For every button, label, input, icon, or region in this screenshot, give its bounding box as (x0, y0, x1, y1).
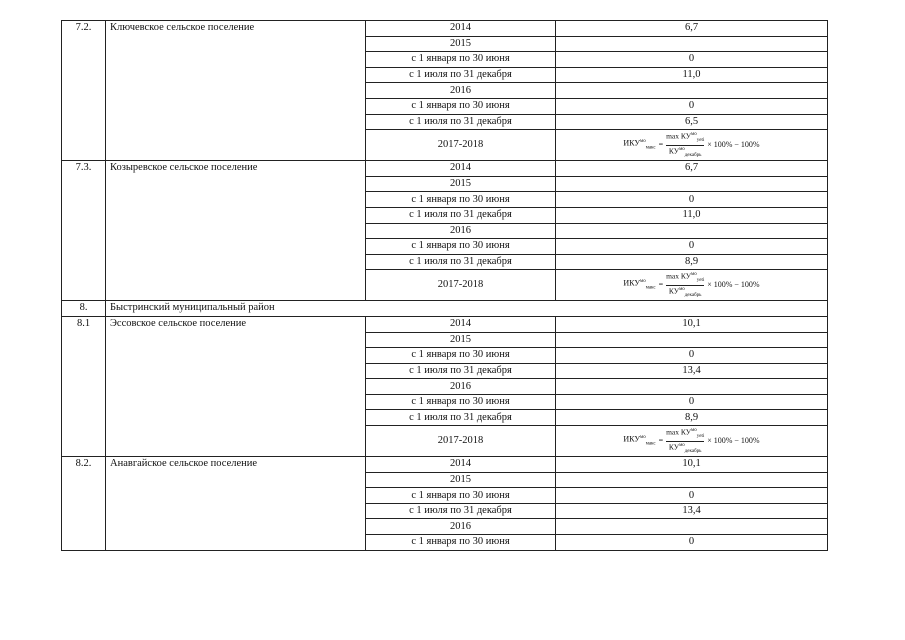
section-row (62, 301, 828, 317)
value-cell: 13,4 (556, 503, 828, 519)
tariff-table (61, 20, 828, 551)
formula-numerator: $\max КУ^{мо}_{yeti}$ (666, 131, 705, 143)
table-row (62, 161, 828, 177)
value-cell: 8,9 (556, 254, 828, 270)
section-name: Быстринский муниципальный район (106, 301, 828, 317)
value-cell (556, 130, 828, 161)
period-cell: 2016 (366, 223, 556, 239)
formula-lhs: $ИКУ^{мо}_{макс}$ (623, 138, 656, 151)
period-cell: 2014 (366, 21, 556, 37)
value-cell (556, 176, 828, 192)
period-cell: с 1 января по 30 июня (366, 239, 556, 255)
value-cell: 0 (556, 239, 828, 255)
period-cell: 2017-2018 (366, 130, 556, 161)
period-cell: с 1 июля по 31 декабря (366, 207, 556, 223)
period-cell: с 1 июля по 31 декабря (366, 410, 556, 426)
period-cell: 2015 (366, 36, 556, 52)
period-cell: 2015 (366, 472, 556, 488)
value-cell: 10,1 (556, 316, 828, 332)
value-cell (556, 472, 828, 488)
period-cell: с 1 июля по 31 декабря (366, 254, 556, 270)
period-cell: с 1 января по 30 июня (366, 52, 556, 68)
period-cell: с 1 января по 30 июня (366, 488, 556, 504)
formula-fraction (666, 427, 704, 456)
value-cell (556, 83, 828, 99)
section-name: Анавгайское сельское поселение (106, 457, 366, 551)
period-cell: 2016 (366, 83, 556, 99)
section-name: Козыревское сельское поселение (106, 161, 366, 301)
period-cell: 2014 (366, 161, 556, 177)
period-cell: 2014 (366, 457, 556, 473)
value-cell: 0 (556, 394, 828, 410)
formula-tail: × 100% − 100% (707, 280, 760, 290)
value-cell: 0 (556, 488, 828, 504)
value-cell (556, 426, 828, 457)
period-cell: с 1 января по 30 июня (366, 348, 556, 364)
section-name: Ключевское сельское поселение (106, 21, 366, 161)
section-number: 7.3. (62, 161, 106, 301)
section-number: 8.1 (62, 316, 106, 456)
value-cell: 13,4 (556, 363, 828, 379)
formula-denominator: $КУ^{мо}_{декабрь}$ (668, 286, 702, 298)
formula-numerator: $\max КУ^{мо}_{yeti}$ (666, 427, 705, 439)
value-cell: 0 (556, 52, 828, 68)
period-cell: 2016 (366, 379, 556, 395)
period-cell: 2017-2018 (366, 426, 556, 457)
value-cell: 8,9 (556, 410, 828, 426)
section-number: 8. (62, 301, 106, 317)
value-cell: 11,0 (556, 207, 828, 223)
value-cell (556, 270, 828, 301)
period-cell: с 1 января по 30 июня (366, 192, 556, 208)
formula-tail: × 100% − 100% (707, 140, 760, 150)
formula (623, 427, 759, 456)
period-cell: с 1 января по 30 июня (366, 535, 556, 551)
period-cell: с 1 июля по 31 декабря (366, 67, 556, 83)
value-cell (556, 519, 828, 535)
period-cell: с 1 июля по 31 декабря (366, 114, 556, 130)
period-cell: с 1 июля по 31 декабря (366, 503, 556, 519)
table-row (62, 316, 828, 332)
period-cell: с 1 января по 30 июня (366, 394, 556, 410)
formula-fraction (666, 131, 704, 160)
period-cell: с 1 июля по 31 декабря (366, 363, 556, 379)
formula-tail: × 100% − 100% (707, 436, 760, 446)
value-cell: 6,5 (556, 114, 828, 130)
table-row (62, 21, 828, 37)
period-cell: с 1 января по 30 июня (366, 98, 556, 114)
table-row (62, 457, 828, 473)
value-cell (556, 36, 828, 52)
formula (623, 131, 759, 160)
section-number: 7.2. (62, 21, 106, 161)
value-cell (556, 379, 828, 395)
formula-eq: = (658, 280, 664, 290)
period-cell: 2014 (366, 316, 556, 332)
formula-eq: = (658, 436, 664, 446)
value-cell: 0 (556, 348, 828, 364)
value-cell: 6,7 (556, 161, 828, 177)
period-cell: 2015 (366, 176, 556, 192)
value-cell: 0 (556, 535, 828, 551)
formula-denominator: $КУ^{мо}_{декабрь}$ (668, 146, 702, 158)
formula-lhs: $ИКУ^{мо}_{макс}$ (623, 434, 656, 447)
period-cell: 2017-2018 (366, 270, 556, 301)
value-cell (556, 223, 828, 239)
formula-denominator: $КУ^{мо}_{декабрь}$ (668, 442, 702, 454)
value-cell: 11,0 (556, 67, 828, 83)
formula-eq: = (658, 140, 664, 150)
section-name: Эссовское сельское поселение (106, 316, 366, 456)
formula (623, 271, 759, 300)
section-number: 8.2. (62, 457, 106, 551)
formula-numerator: $\max КУ^{мо}_{yeti}$ (666, 271, 705, 283)
formula-lhs: $ИКУ^{мо}_{макс}$ (623, 278, 656, 291)
value-cell (556, 332, 828, 348)
value-cell: 10,1 (556, 457, 828, 473)
formula-fraction (666, 271, 704, 300)
value-cell: 6,7 (556, 21, 828, 37)
period-cell: 2015 (366, 332, 556, 348)
value-cell: 0 (556, 192, 828, 208)
value-cell: 0 (556, 98, 828, 114)
period-cell: 2016 (366, 519, 556, 535)
